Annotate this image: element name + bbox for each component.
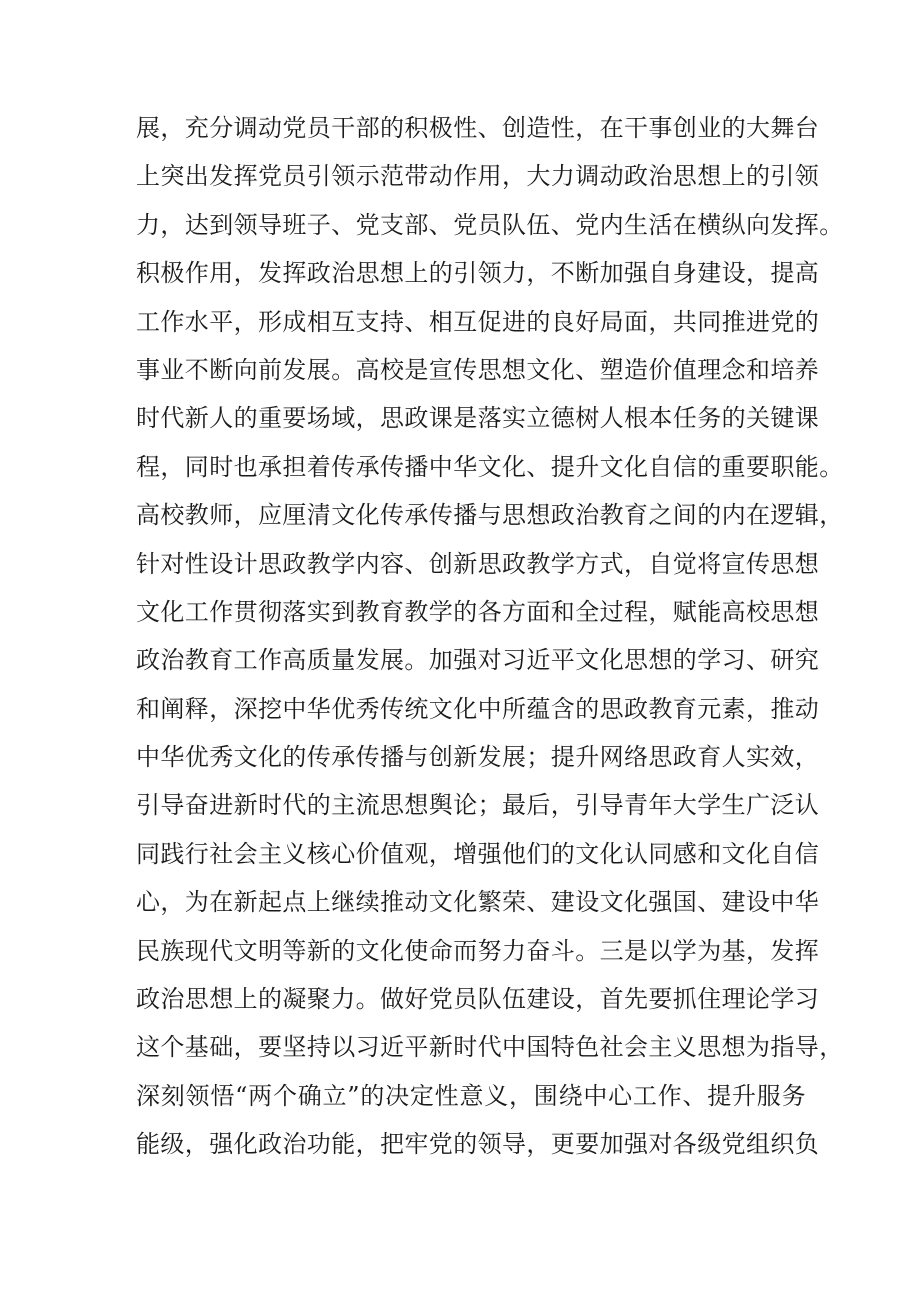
- text-line: 展，充分调动党员干部的积极性、创造性，在干事创业的大舞台: [136, 114, 820, 142]
- text-line: 上突出发挥党员引领示范带动作用，大力调动政治思想上的引领: [136, 162, 820, 191]
- text-line: 能级，强化政治功能，把牢党的领导，更要加强对各级党组织负: [136, 1130, 820, 1159]
- text-line: 事业不断向前发展。高校是宣传思想文化、塑造价值理念和培养: [136, 355, 820, 384]
- text-line: 引导奋进新时代的主流思想舆论；最后，引导青年大学生广泛认: [136, 791, 820, 820]
- text-line: 工作水平，形成相互支持、相互促进的良好局面，共同推进党的: [136, 307, 820, 336]
- body-paragraph: [136, 104, 844, 1169]
- text-line: 心，为在新起点上继续推动文化繁荣、建设文化强国、建设中华: [136, 888, 820, 917]
- text-line: 高校教师，应厘清文化传承传播与思想政治教育之间的内在逻辑，: [136, 501, 844, 530]
- text-line: 民族现代文明等新的文化使命而努力奋斗。三是以学为基，发挥: [136, 936, 820, 965]
- text-line: 中华优秀文化的传承传播与创新发展；提升网络思政育人实效，: [136, 743, 820, 772]
- text-line: 时代新人的重要场域，思政课是落实立德树人根本任务的关键课: [136, 404, 820, 433]
- text-line: 文化工作贯彻落实到教育教学的各方面和全过程，赋能高校思想: [136, 597, 820, 626]
- text-line: 政治教育工作高质量发展。加强对习近平文化思想的学习、研究: [136, 646, 820, 675]
- text-line: 针对性设计思政教学内容、创新思政教学方式，自觉将宣传思想: [136, 549, 820, 578]
- text-line: 程，同时也承担着传承传播中华文化、提升文化自信的重要职能。: [136, 452, 844, 481]
- text-line: 同践行社会主义核心价值观，增强他们的文化认同感和文化自信: [136, 839, 820, 868]
- text-line: 这个基础，要坚持以习近平新时代中国特色社会主义思想为指导，: [136, 1033, 844, 1062]
- text-line: 深刻领悟“两个确立”的决定性意义，围绕中心工作、提升服务: [136, 1081, 806, 1110]
- text-line: 和阐释，深挖中华优秀传统文化中所蕴含的思政教育元素，推动: [136, 694, 820, 723]
- text-line: 力，达到领导班子、党支部、党员队伍、党内生活在横纵向发挥。: [136, 210, 844, 239]
- text-line: 政治思想上的凝聚力。做好党员队伍建设，首先要抓住理论学习: [136, 985, 820, 1014]
- text-line: 积极作用，发挥政治思想上的引领力，不断加强自身建设，提高: [136, 259, 820, 288]
